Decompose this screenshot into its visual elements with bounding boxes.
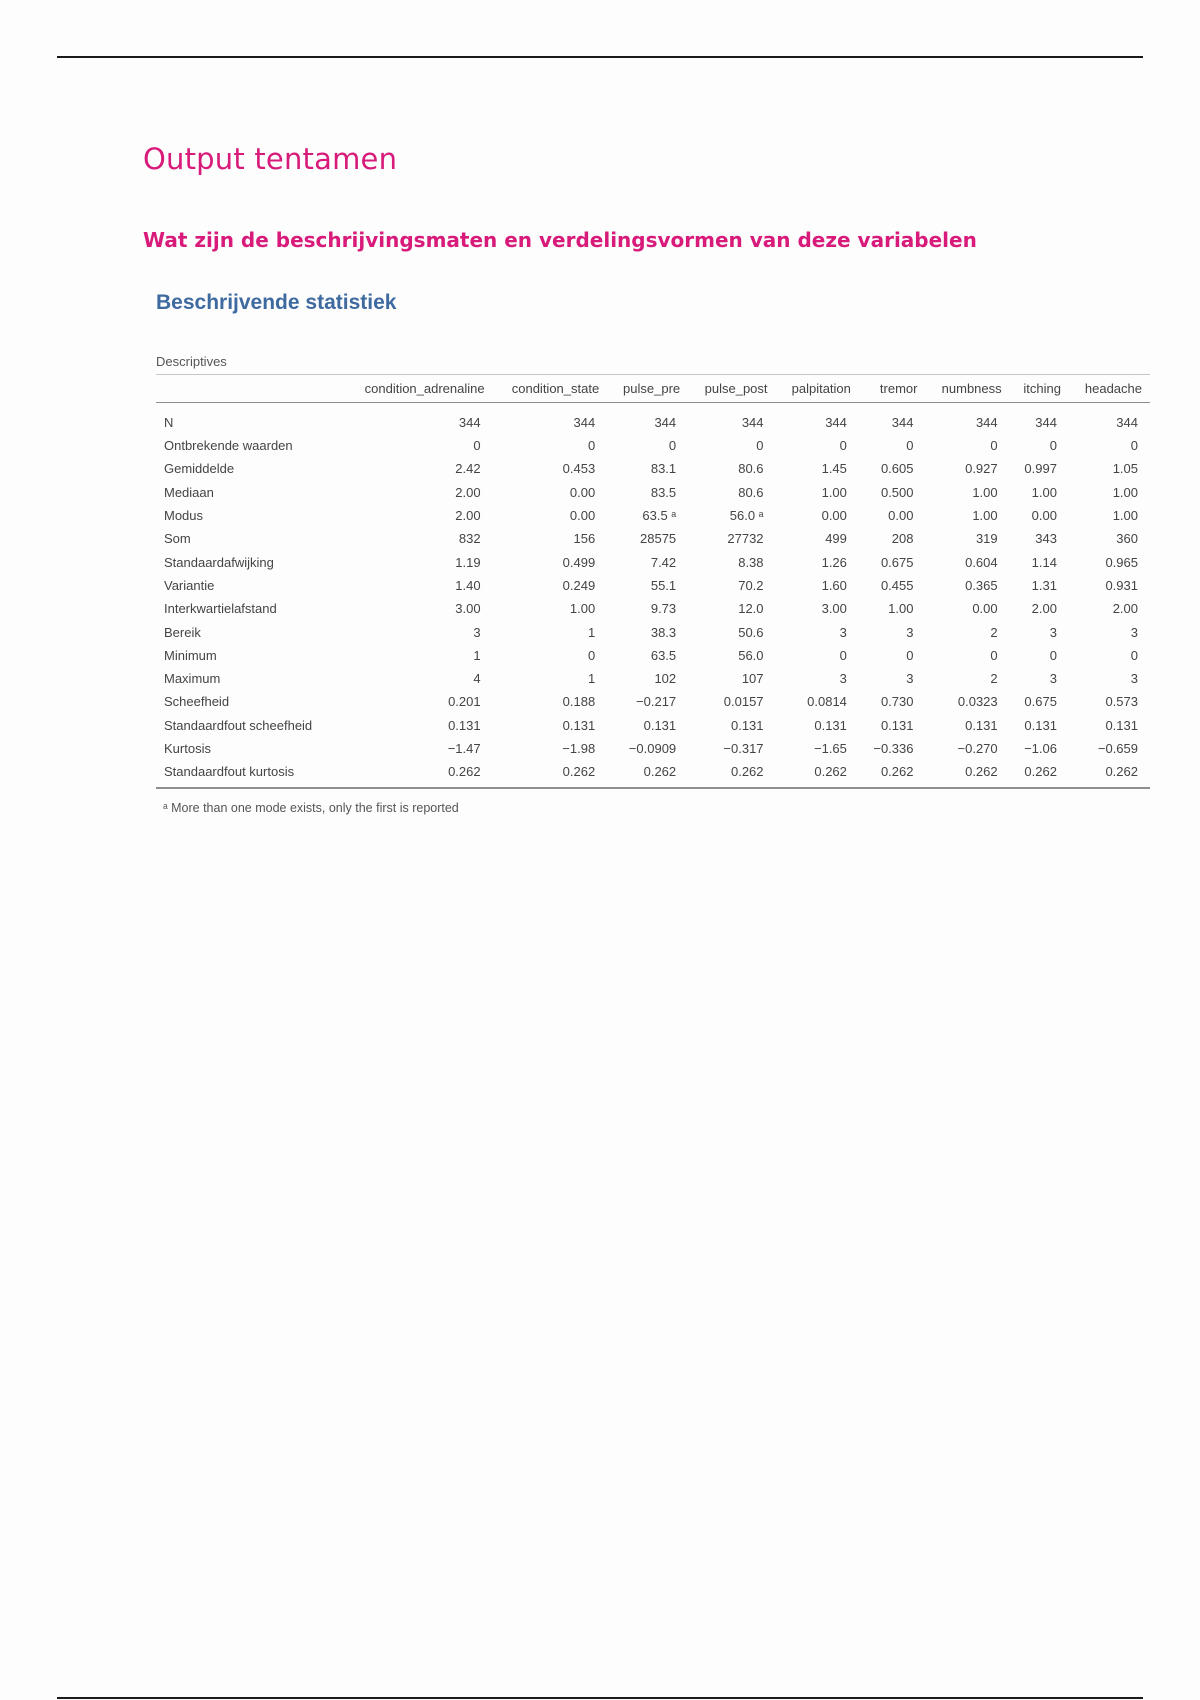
table-cell: 1.00 (1031, 484, 1057, 500)
question-heading: Wat zijn de beschrijvingsmaten en verdelingsvormen van deze variabelen (143, 228, 977, 252)
table-cell: −0.0909 (628, 741, 677, 756)
header-cell-pulse-pre: pulse_pre (607, 375, 688, 403)
table-cell: 0.131 (1024, 717, 1057, 733)
table-cell: 12.0 (738, 601, 764, 617)
table-cell: 27732 (727, 531, 764, 547)
table-cell: 0.499 (562, 554, 596, 570)
table-cell: 1.19 (455, 554, 481, 570)
table-footnote: ᵃ More than one mode exists, only the first is reported (163, 801, 459, 815)
table-cell: 0 (906, 438, 914, 454)
table-cell: 0 (990, 438, 998, 454)
table-cell: 499 (825, 531, 847, 547)
table-cell: 0 (839, 647, 847, 663)
table-cell: 0.00 (569, 508, 596, 524)
table-cell: 0 (668, 438, 677, 454)
row-label: Standaardfout scheefheid (164, 717, 313, 733)
table-row (156, 620, 1150, 643)
table-cell: 0.262 (776, 760, 859, 788)
table-cell: 56.0 ᵃ (729, 508, 764, 524)
row-label: Kurtosis (164, 741, 211, 756)
table-row (156, 737, 1150, 760)
table-cell: 0.131 (965, 717, 998, 733)
table-cell: 0.00 (821, 508, 847, 524)
table-cell: 0.188 (562, 694, 596, 710)
table-cell: −1.65 (814, 741, 847, 756)
table-row (156, 714, 1150, 737)
table-cell: −1.98 (562, 741, 596, 756)
header-cell-tremor: tremor (859, 375, 926, 403)
table-cell: 0.201 (448, 694, 481, 710)
table-caption: Descriptives (156, 354, 227, 369)
table-cell: 0 (587, 438, 596, 454)
table-cell: 0 (906, 647, 914, 663)
header-cell-numbness: numbness (925, 375, 1009, 403)
table-cell: 1.00 (972, 508, 998, 524)
table-cell: 2.00 (455, 508, 481, 524)
table-cell: 9.73 (650, 601, 677, 617)
table-cell: 3.00 (455, 601, 481, 617)
table-row (156, 644, 1150, 667)
table-cell: 28575 (640, 531, 677, 547)
table-cell: 1.00 (569, 601, 596, 617)
table-row (156, 527, 1150, 550)
table-row (156, 550, 1150, 573)
table-cell: 0.500 (880, 484, 914, 500)
table-cell: 7.42 (650, 554, 677, 570)
table-cell: 0 (839, 438, 847, 454)
table-cell: 832 (458, 531, 481, 547)
table-cell: 38.3 (650, 624, 677, 640)
table-cell: 344 (741, 415, 764, 430)
document-title: Output tentamen (143, 142, 398, 176)
table-cell: 0.00 (972, 601, 998, 617)
row-label: Variantie (164, 577, 215, 593)
header-cell-pulse-post: pulse_post (688, 375, 775, 403)
table-cell: 3.00 (821, 601, 847, 617)
table-cell: 319 (975, 531, 998, 547)
table-cell: 0.131 (643, 717, 677, 733)
top-rule (57, 56, 1143, 58)
table-cell: 83.5 (650, 484, 677, 500)
row-label: Standaardfout kurtosis (156, 760, 342, 788)
table-cell: 1 (587, 624, 596, 640)
table-cell: 156 (573, 531, 596, 547)
table-row (156, 597, 1150, 620)
table-cell: 344 (891, 415, 914, 430)
table-cell: 0 (473, 438, 481, 454)
table-cell: 1 (473, 647, 481, 663)
header-cell-stat (156, 375, 342, 403)
table-cell: 1.00 (1112, 508, 1138, 524)
table-cell: 63.5 ᵃ (642, 508, 677, 524)
table-cell: 344 (654, 415, 677, 430)
table-cell: 1.45 (821, 461, 847, 477)
descriptives-table (156, 374, 1150, 789)
table-cell: 0.605 (880, 461, 914, 477)
table-cell: 344 (1116, 415, 1138, 430)
table-cell: 107 (741, 671, 764, 687)
table-cell: −0.317 (723, 741, 764, 756)
header-cell-condition-adrenaline: condition_adrenaline (342, 375, 493, 403)
table-cell: 2.42 (455, 461, 481, 477)
table-cell: 0 (587, 647, 596, 663)
table-cell: 63.5 (650, 647, 677, 663)
table-cell: 0.262 (925, 760, 1009, 788)
table-cell: 2.00 (1031, 601, 1057, 617)
table-cell: 1.60 (821, 577, 847, 593)
row-label: Scheefheid (164, 694, 230, 710)
table-cell: 0.965 (1105, 554, 1138, 570)
table-cell: 0.0814 (807, 694, 847, 710)
table-cell: 0.00 (569, 484, 596, 500)
table-cell: 3 (1049, 624, 1057, 640)
table-cell: 0.262 (1069, 760, 1150, 788)
header-cell-itching: itching (1010, 375, 1069, 403)
table-cell: 0.131 (448, 717, 481, 733)
table-cell: 80.6 (738, 484, 764, 500)
row-label: Modus (164, 508, 204, 524)
table-cell: 0 (756, 438, 764, 454)
table-cell: 344 (573, 415, 596, 430)
table-cell: 0.131 (730, 717, 764, 733)
table-row (156, 457, 1150, 480)
table-cell: 1.05 (1112, 461, 1138, 477)
table-cell: 0 (1130, 438, 1138, 454)
table-cell: 70.2 (738, 577, 764, 593)
table-cell: 80.6 (738, 461, 764, 477)
table-cell: −1.06 (1024, 741, 1057, 756)
row-label: Gemiddelde (164, 461, 235, 477)
row-label: Interkwartielafstand (164, 601, 277, 617)
table-cell: 3 (1130, 671, 1138, 687)
table-cell: −0.270 (957, 741, 998, 756)
table-cell: 208 (891, 531, 914, 547)
table-row (156, 760, 1150, 788)
table-cell: −0.659 (1097, 741, 1138, 756)
table-cell: 0.0157 (723, 694, 764, 710)
table-cell: 0.131 (814, 717, 847, 733)
table-cell: 0 (990, 647, 998, 663)
table-row (156, 690, 1150, 713)
table-cell: 0.675 (880, 554, 914, 570)
table-cell: 2 (990, 624, 998, 640)
bottom-rule (57, 1697, 1143, 1699)
table-cell: 1.00 (821, 484, 847, 500)
table-header-row (156, 375, 1150, 403)
table-row (156, 504, 1150, 527)
table-cell: 50.6 (738, 624, 764, 640)
table-cell: 0.262 (493, 760, 608, 788)
table-cell: −0.336 (873, 741, 914, 756)
row-label: Bereik (164, 624, 201, 640)
table-cell: 3 (839, 624, 847, 640)
table-cell: −0.217 (636, 694, 677, 710)
table-cell: 1 (587, 671, 596, 687)
row-label: Minimum (164, 647, 217, 663)
table-cell: 0.262 (1010, 760, 1069, 788)
table-row (156, 403, 1150, 435)
table-cell: 0.997 (1024, 461, 1057, 477)
table-cell: 0.00 (1031, 508, 1057, 524)
table-cell: 3 (1130, 624, 1138, 640)
header-cell-headache: headache (1069, 375, 1150, 403)
table-cell: 0.262 (607, 760, 688, 788)
table-cell: 1.00 (888, 601, 914, 617)
table-cell: 2.00 (455, 484, 481, 500)
table-cell: 55.1 (650, 577, 677, 593)
table-cell: 0 (1049, 647, 1057, 663)
table-cell: 344 (825, 415, 847, 430)
table-cell: 1.26 (821, 554, 847, 570)
row-label: Som (164, 531, 191, 547)
header-cell-condition-state: condition_state (493, 375, 608, 403)
table-cell: 0.00 (888, 508, 914, 524)
table-cell: 0 (1130, 647, 1138, 663)
table-cell: 0.131 (880, 717, 914, 733)
row-label: Ontbrekende waarden (164, 438, 293, 454)
table-row (156, 574, 1150, 597)
row-label: Mediaan (164, 484, 214, 500)
table-cell: 0.730 (880, 694, 914, 710)
table-body (156, 403, 1150, 789)
table-cell: 0.365 (965, 577, 998, 593)
table-cell: 56.0 (738, 647, 764, 663)
table-cell: 344 (1035, 415, 1057, 430)
table-cell: 1.40 (455, 577, 481, 593)
table-cell: 0.604 (965, 554, 998, 570)
row-label: Standaardafwijking (164, 554, 274, 570)
table-cell: 0.675 (1024, 694, 1057, 710)
table-cell: 1.00 (972, 484, 998, 500)
table-cell: 0.453 (562, 461, 596, 477)
header-cell-palpitation: palpitation (776, 375, 859, 403)
table-cell: 360 (1116, 531, 1138, 547)
table-cell: 0.931 (1105, 577, 1138, 593)
table-cell: 2.00 (1112, 601, 1138, 617)
row-label: Maximum (164, 671, 221, 687)
table-row (156, 481, 1150, 504)
table-cell: 3 (1049, 671, 1057, 687)
table-cell: 343 (1035, 531, 1057, 547)
table-cell: 2 (990, 671, 998, 687)
table-cell: 0 (1049, 438, 1057, 454)
table-cell: 3 (473, 624, 481, 640)
table-cell: 0.262 (342, 760, 493, 788)
table-cell: 8.38 (738, 554, 764, 570)
table-cell: 0.262 (688, 760, 775, 788)
row-label: N (164, 415, 174, 430)
table-cell: 0.249 (562, 577, 596, 593)
table-cell: 1.14 (1031, 554, 1057, 570)
table-cell: 1.31 (1031, 577, 1057, 593)
table-cell: 0.262 (859, 760, 926, 788)
table-cell: 0.573 (1105, 694, 1138, 710)
table-cell: 4 (473, 671, 481, 687)
table-cell: 1.00 (1112, 484, 1138, 500)
table-cell: 0.131 (562, 717, 596, 733)
table-cell: 0.131 (1105, 717, 1138, 733)
table-cell: −1.47 (447, 741, 481, 756)
table-cell: 344 (458, 415, 481, 430)
table-cell: 0.0323 (957, 694, 998, 710)
table-cell: 83.1 (650, 461, 677, 477)
table-row (156, 434, 1150, 457)
table-row (156, 667, 1150, 690)
table-cell: 102 (654, 671, 677, 687)
table-cell: 344 (975, 415, 998, 430)
table-cell: 3 (906, 671, 914, 687)
table-cell: 3 (839, 671, 847, 687)
table-cell: 3 (906, 624, 914, 640)
analysis-heading: Beschrijvende statistiek (156, 291, 397, 314)
table-cell: 0.927 (965, 461, 998, 477)
table-cell: 0.455 (880, 577, 914, 593)
